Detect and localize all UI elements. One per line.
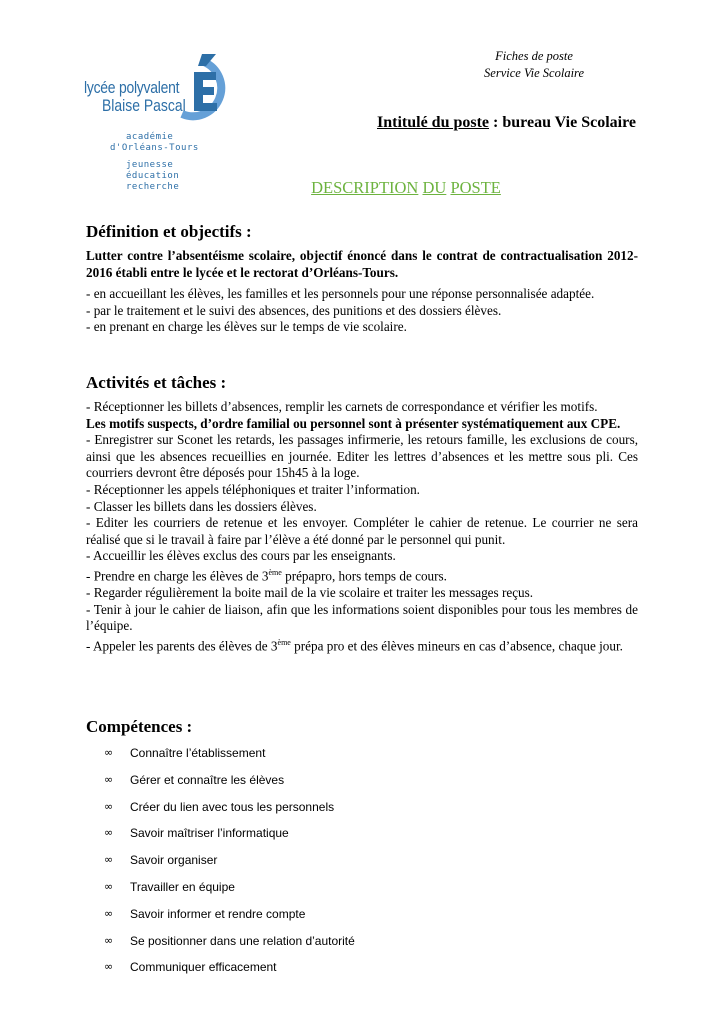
section-heading-competences: Compétences : (86, 717, 193, 736)
activity-text: - Prendre en charge les élèves de 3 (86, 568, 269, 584)
list-item (104, 826, 355, 853)
list-item (104, 880, 355, 907)
competence-label: Se positionner dans une relation d’autorité (130, 933, 355, 948)
infinity-bullet-icon: ∞ (104, 853, 114, 867)
logo-tag-1: jeunesse (126, 160, 174, 170)
list-item: - par le traitement et le suivi des absences, des punitions et des dossiers élèves. (86, 302, 502, 318)
activity-line (86, 565, 638, 585)
section-definition-body (86, 248, 638, 336)
infinity-bullet-icon: ∞ (104, 933, 114, 947)
infinity-bullet-icon: ∞ (104, 960, 114, 974)
competence-label: Créer du lien avec tous les personnels (130, 799, 335, 814)
activity-line: - Enregistrer sur Sconet les retards, les passages infirmerie, les retours famille, les exclusions de cours, ainsi que les absences recueillies en journée. Editer les lettres d’absences et les mettre sous pli. Ces courriers devront être déposés pour 15h45 à la loge. (86, 432, 638, 481)
activity-line: - Editer les courriers de retenue et les envoyer. Compléter le cahier de retenue. Le courrier ne sera réalisé que si le travail à faire par l’élève a été donné par le personnel qui punit. (86, 515, 638, 547)
desc-word-3: POSTE (450, 178, 501, 197)
logo-academy-2: d'Orléans-Tours (110, 143, 199, 153)
document-header (484, 48, 584, 82)
activity-line: - Classer les billets dans les dossiers élèves. (86, 498, 317, 514)
list-item: - en prenant en charge les élèves sur le temps de vie scolaire. (86, 319, 407, 335)
competence-label: Communiquer efficacement (130, 960, 277, 975)
activity-line: - Regarder régulièrement la boite mail de la vie scolaire et traiter les messages reçus. (86, 584, 534, 600)
list-item (104, 800, 355, 827)
desc-word-1: DESCRIPTION (311, 178, 419, 197)
activity-line (86, 635, 638, 655)
activity-line: - Tenir à jour le cahier de liaison, afin que les informations soient disponibles pour tous les membres de l’équipe. (86, 601, 638, 634)
list-item (104, 960, 355, 987)
job-title-label: Intitulé du poste (377, 114, 490, 131)
infinity-bullet-icon: ∞ (104, 772, 114, 786)
logo-name-line-1: lycée polyvalent (84, 78, 180, 97)
job-title-value: : bureau Vie Scolaire (489, 114, 636, 131)
activity-line: - Réceptionner les billets d’absences, remplir les carnets de correspondance et vérifier les motifs. (86, 399, 598, 414)
competence-label: Gérer et connaître les élèves (130, 772, 285, 787)
superscript: ème (277, 637, 291, 647)
competences-list (104, 746, 355, 987)
logo-tag-3: recherche (126, 182, 180, 192)
section-heading-definition: Définition et objectifs : (86, 222, 252, 241)
job-title (377, 114, 636, 132)
competence-label: Connaître l’établissement (130, 746, 266, 760)
list-item (104, 907, 355, 934)
infinity-bullet-icon: ∞ (104, 799, 114, 813)
header-line-1: Fiches de poste (495, 49, 573, 63)
competence-label: Savoir maîtriser l’informatique (130, 826, 289, 841)
list-item (104, 853, 355, 880)
activity-text: prépapro, hors temps de cours. (281, 568, 447, 584)
activity-text: - Appeler les parents des élèves de 3 (86, 638, 278, 654)
activity-line: - Accueillir les élèves exclus des cours par les enseignants. (86, 548, 396, 564)
list-item (104, 773, 355, 800)
objective-statement: Lutter contre l’absentéisme scolaire, objectif énoncé dans le contrat de contractualisation 2012-2016 établi entre le lycée et le rectorat d’Orléans-Tours. (86, 248, 638, 280)
activity-text: prépa pro et des élèves mineurs en cas d’absence, chaque jour. (290, 638, 623, 654)
desc-word-2: DU (422, 178, 447, 197)
logo-name-line-2: Blaise Pascal (102, 96, 186, 115)
section-heading-activities: Activités et tâches : (86, 373, 227, 392)
infinity-bullet-icon: ∞ (104, 906, 114, 920)
e-accent-logo-icon (176, 54, 232, 134)
infinity-bullet-icon: ∞ (104, 746, 114, 759)
competence-label: Travailler en équipe (130, 879, 235, 894)
activity-line-bold: Les motifs suspects, d’ordre familial ou personnel sont à présenter systématiquement aux CPE. (86, 415, 621, 431)
logo-academy-1: académie (126, 132, 174, 142)
superscript: ème (268, 567, 282, 577)
list-item (104, 746, 355, 773)
logo-tag-2: éducation (126, 171, 180, 181)
infinity-bullet-icon: ∞ (104, 826, 114, 840)
list-item (104, 934, 355, 961)
description-heading (0, 178, 724, 198)
infinity-bullet-icon: ∞ (104, 879, 114, 893)
competence-label: Savoir organiser (130, 853, 218, 868)
activity-line: - Réceptionner les appels téléphoniques et traiter l’information. (86, 481, 420, 497)
list-item: - en accueillant les élèves, les familles et les personnels pour une réponse personnalisée adaptée. (86, 286, 595, 302)
section-activities-body (86, 399, 638, 655)
header-line-2: Service Vie Scolaire (484, 66, 584, 80)
competence-label: Savoir informer et rendre compte (130, 906, 306, 921)
